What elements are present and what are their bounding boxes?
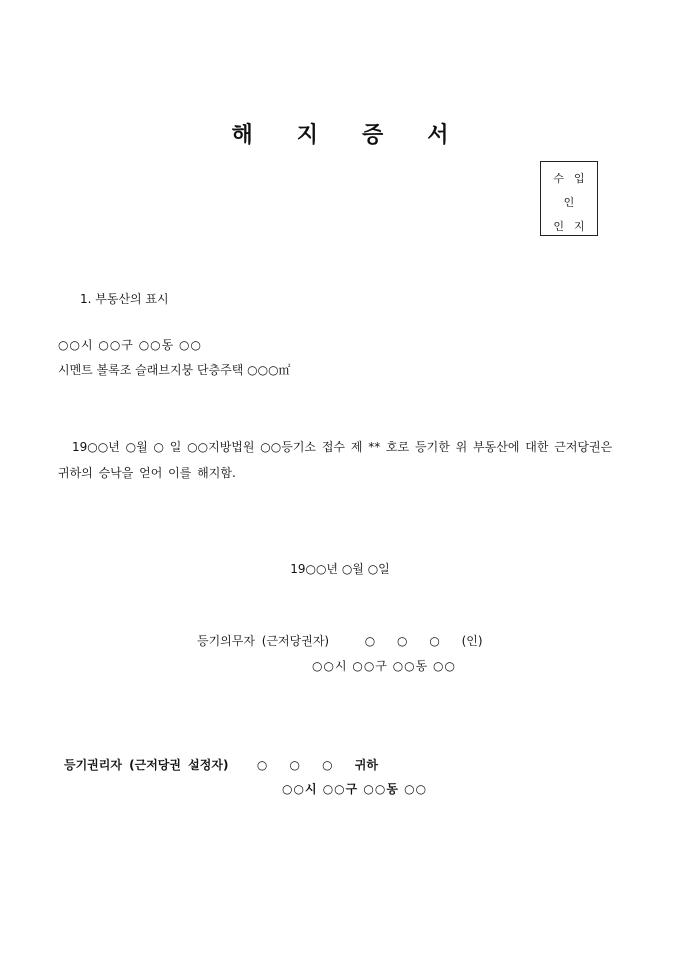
obligor-address: ○○시 ○○구 ○○동 ○○ [312,659,456,673]
holder-address: ○○시 ○○구 ○○동 ○○ [282,782,428,796]
stamp-row-1: 수입 [553,172,595,185]
property-description: 시멘트 볼록조 슬래브지붕 단층주택 ○○○㎡ [58,363,291,377]
stamp-row-2: 인 [563,196,585,209]
document-title: 해지증서 [231,122,493,148]
obligor-name: ○ ○ ○ (인) [364,634,483,648]
document-date: 19○○년 ○월 ○일 [290,562,390,576]
section-heading: 1. 부동산의 표시 [80,292,169,306]
obligor-label: 등기의무자 (근저당권자) [197,634,330,648]
statement-paragraph: 19○○년 ○월 ○ 일 ○○지방법원 ○○등기소 접수 제 ** 호로 등기한 위 부동산에 대한 근저당권은 귀하의 승낙을 얻어 이를 해지함. [58,440,613,480]
stamp-row-3: 인지 [553,220,595,233]
holder-label: 등기권리자 (근저당권 설정자) [64,758,229,772]
holder-name: ○ ○ ○ 귀하 [256,758,378,772]
obligor-line [197,632,483,649]
property-address: ○○시 ○○구 ○○동 ○○ [58,338,202,352]
holder-line [64,756,378,773]
revenue-stamp-box [540,161,598,236]
